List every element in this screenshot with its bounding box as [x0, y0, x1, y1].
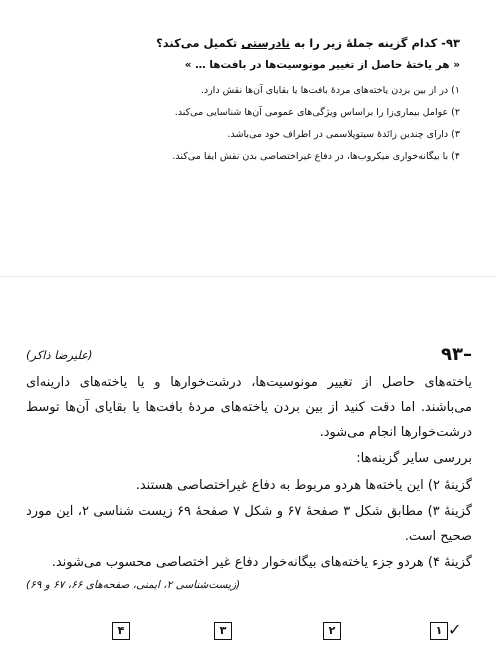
question-title: [40, 34, 460, 52]
answer-block: [26, 342, 472, 594]
answer-explanation: یاخته‌های حاصل از تغییر مونوسیت‌ها، درشت‌خوارها و یا یاخته‌های دارینه‌ای می‌باشند. اما دقت کنید از بین بردن یاخته‌های مردهٔ بافت‌ها یا بقایای آن‌ها توسط درشت‌خوارها انجام می‌شود.: [26, 375, 472, 440]
answer-choices: [0, 622, 496, 646]
review-heading: بررسی سایر گزینه‌ها:: [356, 451, 472, 466]
choice-box-4[interactable]: ۴: [112, 622, 130, 640]
choice-box-2[interactable]: ۲: [323, 622, 341, 640]
choice-box-1[interactable]: ۱: [430, 622, 448, 640]
option-4: ۴) با بیگانه‌خواری میکروب‌ها، در دفاع غیراختصاصی بدن نقش ایفا می‌کند.: [172, 151, 460, 162]
question-stem: « هر یاختهٔ حاصل از تغییر مونوسیت‌ها در بافت‌ها … »: [184, 59, 460, 71]
question-title-keyword: نادرستی: [241, 36, 290, 50]
answer-number: ۹۳–: [441, 344, 472, 365]
review-option-4: گزینهٔ ۴) هردو جزء یاخته‌های بیگانه‌خوار دفاع غیر اختصاصی محسوب می‌شوند.: [51, 555, 472, 570]
question-block: [40, 34, 460, 168]
question-options: [40, 80, 460, 168]
question-title-post: تکمیل می‌کند؟: [156, 36, 242, 50]
choice-box-3[interactable]: ۳: [214, 622, 232, 640]
option-1: ۱) در از بین بردن یاخته‌های مردهٔ بافت‌ها یا بقایای آن‌ها نقش دارد.: [200, 85, 460, 96]
answer-reference: (زیست‌شناسی ۲، ایمنی، صفحه‌های ۶۶، ۶۷ و ۶۹): [26, 579, 241, 591]
section-divider: [0, 276, 496, 277]
option-3: ۳) دارای چندین زائدهٔ سیتوپلاسمی در اطراف خود می‌باشد.: [227, 129, 460, 140]
correct-check-icon: ✓: [448, 620, 462, 639]
question-title-pre: ۹۳- کدام گزینه جملهٔ زیر را به: [290, 36, 460, 50]
answer-header: [26, 342, 472, 370]
option-2: ۲) عوامل بیماری‌زا را براساس ویژگی‌های عمومی آن‌ها شناسایی می‌کند.: [174, 107, 460, 118]
answer-author: (علیرضا ذاکر): [26, 348, 93, 362]
review-option-3: گزینهٔ ۳) مطابق شکل ۳ صفحهٔ ۶۷ و شکل ۷ صفحهٔ ۶۹ زیست شناسی ۲، این مورد صحیح است.: [26, 504, 472, 544]
review-option-2: گزینهٔ ۲) این یاخته‌ها هردو مربوط به دفاع غیراختصاصی هستند.: [135, 478, 472, 493]
